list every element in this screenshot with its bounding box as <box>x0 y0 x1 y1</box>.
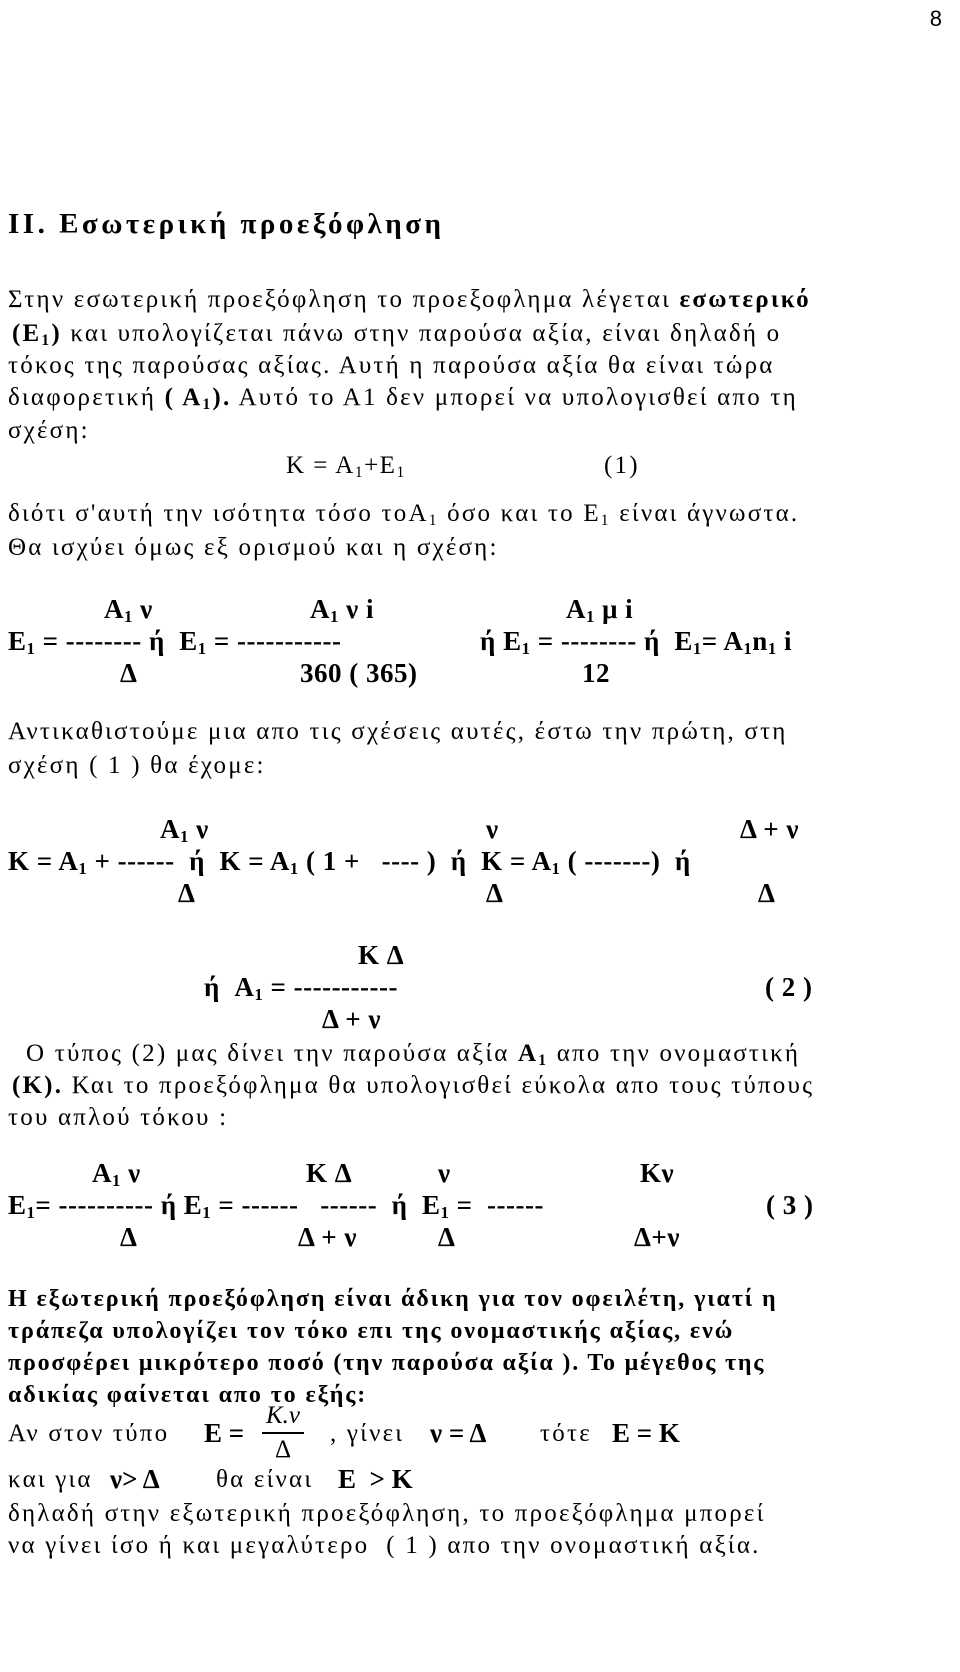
subscript: 1 <box>41 331 52 349</box>
paragraph-3-line-1: Αντικαθιστούμε μια απο τις σχέσεις αυτές, έστω την πρώτη, στη <box>8 718 788 745</box>
paragraph-4-line-3: του απλού τόκου : <box>8 1104 229 1131</box>
eq2-numerator-1 <box>104 594 153 625</box>
term-a1: A <box>518 1040 539 1067</box>
eq4-denominator: Δ + ν <box>322 1004 381 1034</box>
paragraph-2-line-2: Θα ισχύει όμως εξ ορισμού και η σχέση: <box>8 534 499 561</box>
eq-text: ν <box>188 814 209 844</box>
paragraph-6-line-1c: , γίνει <box>330 1420 413 1447</box>
fraction-numerator: K.ν <box>262 1402 304 1434</box>
eq-text: A <box>310 594 330 624</box>
paragraph-6-line-3: δηλαδή στην εξωτερική προεξόφληση, το προεξόφλημα μπορεί <box>8 1500 766 1527</box>
eq-text: ν <box>120 1158 141 1188</box>
paragraph-5-line-1: Η εξωτερική προεξόφληση είναι άδικη για τον οφειλέτη, γιατί η <box>8 1286 778 1312</box>
paragraph-5-line-4: αδικίας φαίνεται απο το εξής: <box>8 1382 368 1408</box>
fraction-k-nu-over-delta <box>262 1402 304 1464</box>
eq-text: ή A <box>204 972 255 1002</box>
text: όσο και το E <box>438 500 601 527</box>
subscript: 1 <box>202 395 213 413</box>
paragraph-3-line-2: σχέση ( 1 ) θα έχομε: <box>8 752 266 779</box>
eq-text: ( -------) ή <box>560 846 691 876</box>
eq2-main-left <box>8 626 341 657</box>
eq4-numerator: K Δ <box>358 940 405 970</box>
eq-text: = ------ <box>449 1190 544 1220</box>
eq-text: i <box>776 626 792 656</box>
paragraph-1-line-2 <box>12 320 781 348</box>
eq-text: = -------- ή E <box>530 626 693 656</box>
paragraph-5-line-2: τράπεζα υπολογίζει τον τόκο επι της ονομαστικής αξίας, ενώ <box>8 1318 735 1344</box>
eq5-numerator-4: Kν <box>640 1158 675 1188</box>
eq-text: A <box>92 1158 112 1188</box>
eq2-main-right <box>480 626 792 657</box>
eq-text: = ----------- <box>206 626 342 656</box>
eq-text: K = A <box>286 452 355 479</box>
eq3-numerator-2: ν <box>486 814 499 844</box>
subscript: 1 <box>396 463 406 481</box>
paragraph-6-line-1e: τότε <box>540 1420 601 1447</box>
text: είναι άγνωστα. <box>610 500 800 527</box>
subscript: 1 <box>26 1203 36 1223</box>
subscript: 1 <box>551 859 561 879</box>
eq3-numerator-1 <box>160 814 209 845</box>
formula-e-equals-k: E = K <box>612 1418 680 1448</box>
paragraph-1-line-1 <box>8 286 811 314</box>
eq5-numerator-1 <box>92 1158 141 1189</box>
text: διαφορετική <box>8 384 165 411</box>
text: Ο τύπος (2) μας δίνει την παρούσα αξία <box>26 1040 519 1067</box>
term-e1: (E <box>12 320 42 347</box>
eq3-denominator-1: Δ <box>178 878 196 908</box>
eq-text: ( 1 + ---- ) ή K = A <box>298 846 552 876</box>
formula-e-greater-k: E > K <box>338 1464 413 1494</box>
eq4-label: ( 2 ) <box>765 972 813 1002</box>
paragraph-1-line-3: τόκος της παρούσας αξίας. Αυτή η παρούσα αξία θα είναι τώρα <box>8 352 775 379</box>
paragraph-4-line-2 <box>12 1072 814 1100</box>
eq2-numerator-3 <box>566 594 633 625</box>
eq2-denominator-3: 12 <box>582 658 610 688</box>
subscript: 1 <box>254 985 264 1005</box>
text: Αυτό το Α1 δεν μπορεί να υπολογισθεί απο τη <box>231 384 798 411</box>
eq5-numerator-2: K Δ <box>306 1158 353 1188</box>
eq-text: +E <box>364 452 397 479</box>
subscript: 1 <box>78 859 88 879</box>
subscript: 1 <box>202 1203 212 1223</box>
subscript: 1 <box>124 607 133 627</box>
eq-text: K = A <box>8 846 79 876</box>
equation-1 <box>286 452 406 480</box>
eq4-main <box>204 972 398 1003</box>
equation-1-label: (1) <box>604 452 640 479</box>
subscript: 1 <box>354 463 365 481</box>
eq5-denominator-1: Δ <box>120 1222 138 1252</box>
eq5-main <box>8 1190 544 1221</box>
text: και υπολογίζεται πάνω στην παρούσα αξία, είναι δηλαδή ο <box>61 320 782 347</box>
text: απο την ονομαστική <box>548 1040 801 1067</box>
eq-text: ν i <box>338 594 374 624</box>
subscript: 1 <box>180 827 189 847</box>
formula-nu-greater-delta: ν> Δ <box>110 1464 160 1494</box>
fraction-denominator: Δ <box>274 1436 292 1463</box>
eq5-denominator-3: Δ <box>438 1222 456 1252</box>
eq-text: ν <box>132 594 153 624</box>
eq-text: A <box>160 814 180 844</box>
eq-text: n <box>752 626 768 656</box>
eq5-denominator-2: Δ + ν <box>298 1222 357 1252</box>
eq3-main <box>8 846 691 877</box>
eq2-denominator-1: Δ <box>120 658 138 688</box>
subscript: 1 <box>521 639 531 659</box>
subscript: 1 <box>112 1171 121 1191</box>
subscript: 1 <box>330 607 339 627</box>
formula-nu-equals-delta: ν = Δ <box>430 1418 487 1448</box>
eq-text: E <box>8 626 27 656</box>
subscript: 1 <box>26 639 36 659</box>
eq5-denominator-4: Δ+ν <box>634 1222 680 1252</box>
subscript: 1 <box>743 639 753 659</box>
subscript: 1 <box>600 511 611 529</box>
eq-text: = -------- ή E <box>35 626 198 656</box>
eq5-label: ( 3 ) <box>766 1190 814 1220</box>
subscript: 1 <box>428 511 439 529</box>
section-title: II. Εσωτερική προεξόφληση <box>8 208 445 240</box>
subscript: 1 <box>197 639 207 659</box>
subscript: 1 <box>440 1203 450 1223</box>
paragraph-6-line-2c: θα είναι <box>216 1466 322 1493</box>
paragraph-2-line-1 <box>8 500 799 528</box>
eq-text: E <box>8 1190 27 1220</box>
eq2-numerator-2 <box>310 594 374 625</box>
text: διότι σ'αυτή την ισότητα τόσο τοA <box>8 500 429 527</box>
eq3-denominator-3: Δ <box>758 878 776 908</box>
paragraph-4-line-1 <box>26 1040 800 1068</box>
paragraph-6-line-2a: και για <box>8 1466 102 1493</box>
eq5-numerator-3: ν <box>438 1158 451 1188</box>
term-esoteriko: εσωτερικό <box>679 286 811 313</box>
eq-text: = A <box>701 626 744 656</box>
eq-text: ή E <box>480 626 522 656</box>
text: Στην εσωτερική προεξόφληση το προεξοφλημα λέγεται <box>8 286 680 313</box>
paragraph-5-line-3: προσφέρει μικρότερο ποσό (την παρούσα αξία ). Το μέγεθος της <box>8 1350 766 1376</box>
eq3-denominator-2: Δ <box>486 878 504 908</box>
term-k: (K). <box>12 1072 64 1099</box>
text: Και το προεξόφλημα θα υπολογισθεί εύκολα απο τους τύπους <box>63 1072 815 1099</box>
eq2-denominator-2: 360 ( 365) <box>300 658 418 688</box>
paragraph-1-line-4 <box>8 384 798 412</box>
subscript: 1 <box>586 607 595 627</box>
paragraph-6-line-4: να γίνει ίσο ή και μεγαλύτερο ( 1 ) απο την ονομαστική αξία. <box>8 1532 761 1559</box>
paren: ) <box>51 320 62 347</box>
subscript: 1 <box>538 1051 549 1069</box>
eq-text: μ i <box>594 594 634 624</box>
eq-text: + ------ ή K = A <box>87 846 290 876</box>
paragraph-1-line-5: σχέση: <box>8 417 90 444</box>
eq3-numerator-3: Δ + ν <box>740 814 799 844</box>
term-a1: ( Α <box>164 384 203 411</box>
paragraph-6-line-1a: Αν στον τύπο <box>8 1420 178 1447</box>
eq-text: = ----------- <box>263 972 399 1002</box>
eq-text: = ------ ------ ή E <box>211 1190 441 1220</box>
page-number: 8 <box>929 6 942 31</box>
eq-text: = ---------- ή E <box>35 1190 203 1220</box>
subscript: 1 <box>692 639 702 659</box>
subscript: 1 <box>767 639 777 659</box>
eq-text: A <box>104 594 124 624</box>
formula-e-equals: E = <box>204 1418 245 1448</box>
eq-text: A <box>566 594 586 624</box>
subscript: 1 <box>289 859 299 879</box>
paren: ). <box>212 384 232 411</box>
